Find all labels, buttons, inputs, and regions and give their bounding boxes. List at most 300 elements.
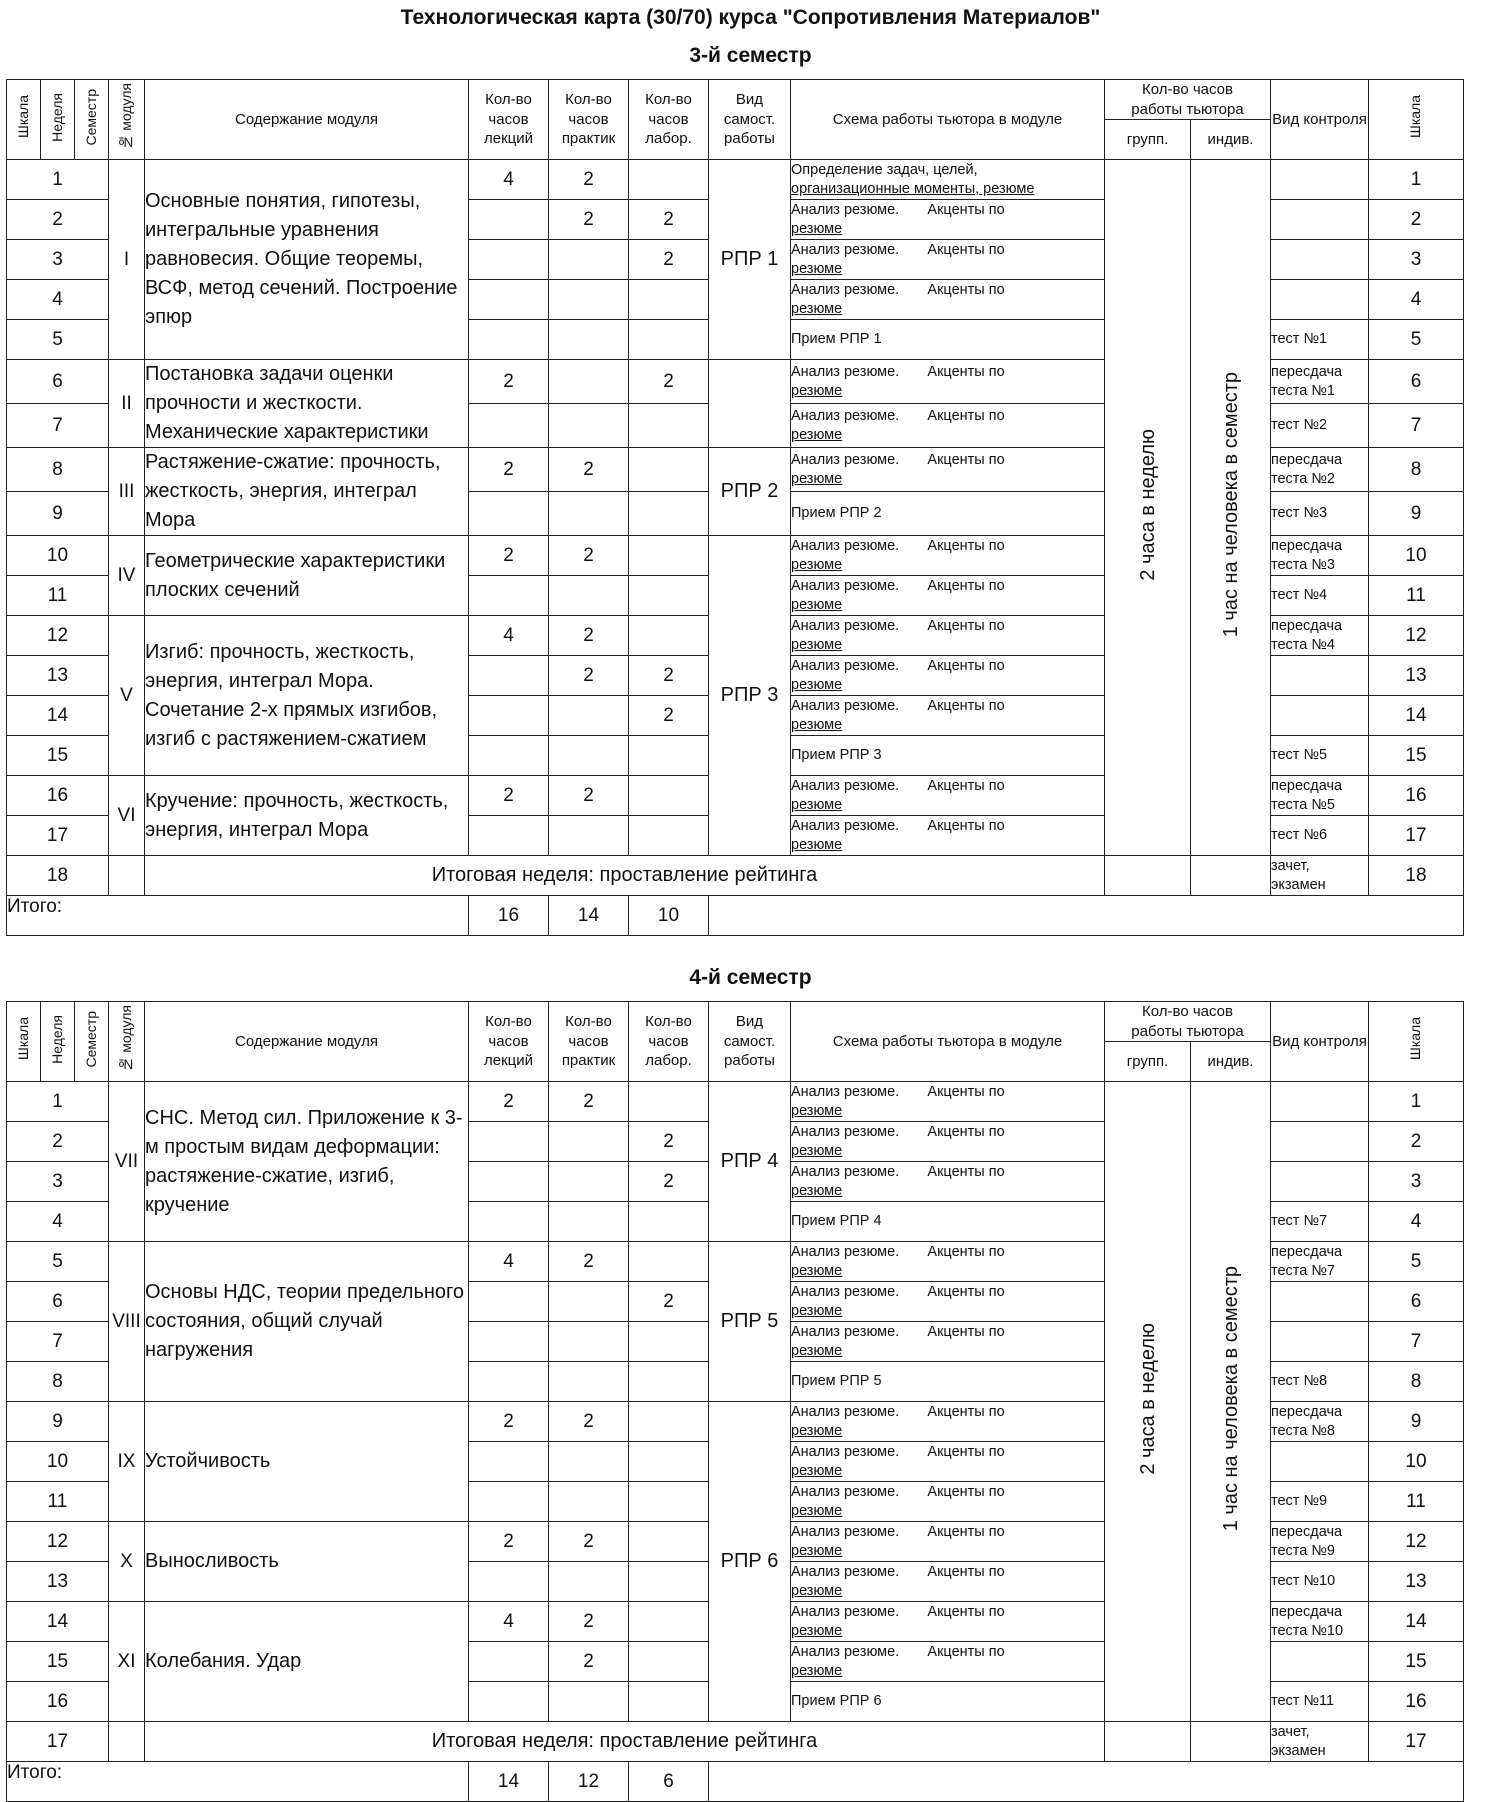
module-number: VIII	[109, 1242, 145, 1402]
control-type	[1271, 160, 1369, 200]
final-group-empty	[1105, 856, 1191, 896]
tutor-scheme	[791, 240, 1105, 280]
lab-hours: 2	[629, 240, 709, 280]
week-number: 1	[7, 1082, 109, 1122]
tutor-scheme	[791, 736, 1105, 776]
tutor-hours-header: Кол-во часов работы тьютора	[1105, 1002, 1271, 1042]
week-number-right: 7	[1369, 404, 1464, 448]
control-header: Вид контроля	[1271, 1002, 1369, 1082]
week-number: 10	[7, 1442, 109, 1482]
control-type	[1271, 1282, 1369, 1322]
tutor-scheme	[791, 320, 1105, 360]
lab-hours	[629, 404, 709, 448]
week-number: 11	[7, 576, 109, 616]
lectures-header: Кол-во часов лекций	[469, 80, 549, 160]
scheme-line-1: Анализ резюме. Акценты по	[791, 201, 1005, 218]
lecture-hours	[469, 404, 549, 448]
scale-header	[7, 80, 41, 160]
week-number: 5	[7, 320, 109, 360]
self-work-rpr: РПР 1	[709, 160, 791, 360]
control-type	[1271, 656, 1369, 696]
tutor-scheme	[791, 404, 1105, 448]
total-labs: 6	[629, 1762, 709, 1802]
practice-hours: 2	[549, 1242, 629, 1282]
practice-hours: 2	[549, 616, 629, 656]
scheme-line-1: Анализ резюме. Акценты по	[791, 1083, 1005, 1100]
week-number-right: 13	[1369, 1562, 1464, 1602]
lecture-hours: 4	[469, 160, 549, 200]
week-number: 15	[7, 1642, 109, 1682]
tutor-group-hours	[1105, 1082, 1191, 1722]
module-no-header	[109, 1002, 145, 1082]
control-type	[1271, 736, 1369, 776]
tutor-scheme	[791, 360, 1105, 404]
week-number-right: 8	[1369, 1362, 1464, 1402]
table-row	[7, 160, 1464, 200]
practice-hours	[549, 1682, 629, 1722]
module-no-label: № модуля	[117, 1005, 134, 1073]
control-type	[1271, 1682, 1369, 1722]
lecture-hours: 4	[469, 1602, 549, 1642]
lecture-hours: 4	[469, 616, 549, 656]
module-number: V	[109, 616, 145, 776]
tutor-scheme	[791, 696, 1105, 736]
module-content: Растяжение-сжатие: прочность, жесткость, энергия, интеграл Мора	[145, 448, 469, 536]
module-content: Устойчивость	[145, 1402, 469, 1522]
control-header: Вид контроля	[1271, 80, 1369, 160]
tutor-scheme	[791, 1242, 1105, 1282]
lecture-hours	[469, 576, 549, 616]
semester-3-title: 3-й семестр	[689, 44, 812, 67]
final-indiv-empty	[1191, 1722, 1271, 1762]
lab-hours: 2	[629, 696, 709, 736]
lecture-hours: 2	[469, 536, 549, 576]
scheme-line-2: резюме	[791, 676, 843, 693]
total-row	[7, 896, 1464, 936]
week-number: 9	[7, 492, 109, 536]
lecture-hours	[469, 656, 549, 696]
final-week-text: Итоговая неделя: проставление рейтинга	[145, 856, 1105, 896]
control-type	[1271, 1482, 1369, 1522]
scheme-line-2: организационные моменты, резюме	[791, 180, 1035, 197]
control-type	[1271, 1322, 1369, 1362]
module-content: Выносливость	[145, 1522, 469, 1602]
lecture-hours	[469, 200, 549, 240]
control-text: тест №9	[1271, 1493, 1328, 1510]
scheme-line-2: резюме	[791, 716, 843, 733]
control-text: тест №1	[1271, 331, 1328, 348]
week-header-label: Неделя	[48, 92, 65, 142]
tutor-scheme	[791, 200, 1105, 240]
control-type	[1271, 1202, 1369, 1242]
tutor-scheme	[791, 1322, 1105, 1362]
week-number: 2	[7, 1122, 109, 1162]
module-number: VI	[109, 776, 145, 856]
tutor-indiv-text: 1 час на человека в семестр	[1219, 372, 1242, 638]
module-number: VII	[109, 1082, 145, 1242]
scheme-line-2: резюме	[791, 300, 843, 317]
week-number: 2	[7, 200, 109, 240]
lab-hours	[629, 1242, 709, 1282]
scheme-line-1: Анализ резюме. Акценты по	[791, 577, 1005, 594]
scheme-header: Схема работы тьютора в модуле	[791, 80, 1105, 160]
module-content: Геометрические характеристики плоских сечений	[145, 536, 469, 616]
document-title: Технологическая карта (30/70) курса "Сопротивления Материалов"	[400, 6, 1101, 29]
scheme-line-2: резюме	[791, 382, 843, 399]
lecture-hours	[469, 1282, 549, 1322]
scheme-line-2: резюме	[791, 1462, 843, 1479]
control-type	[1271, 360, 1369, 404]
week-number: 14	[7, 1602, 109, 1642]
scheme-line-1: Анализ резюме. Акценты по	[791, 1163, 1005, 1180]
tutor-indiv-hours	[1191, 160, 1271, 856]
scheme-line-1: Определение задач, целей,	[791, 161, 978, 178]
week-number-right: 15	[1369, 1642, 1464, 1682]
practice-hours: 2	[549, 1082, 629, 1122]
tutor-group-text: 2 часа в неделю	[1136, 1323, 1159, 1475]
final-control-text: зачет, экзамен	[1271, 857, 1326, 893]
scheme-line-2: резюме	[791, 470, 843, 487]
scheme-line-1: Анализ резюме. Акценты по	[791, 281, 1005, 298]
content-header: Содержание модуля	[145, 80, 469, 160]
tutor-scheme	[791, 1362, 1105, 1402]
tutor-scheme	[791, 656, 1105, 696]
control-text: пересдача теста №10	[1271, 1603, 1344, 1639]
lab-hours	[629, 280, 709, 320]
practice-hours	[549, 280, 629, 320]
semester-table	[6, 79, 1464, 936]
control-type	[1271, 536, 1369, 576]
lab-hours	[629, 492, 709, 536]
self-work-rpr: РПР 5	[709, 1242, 791, 1402]
tutor-scheme	[791, 1682, 1105, 1722]
lectures-header: Кол-во часов лекций	[469, 1002, 549, 1082]
week-number: 10	[7, 536, 109, 576]
week-number: 8	[7, 448, 109, 492]
lecture-hours: 2	[469, 448, 549, 492]
control-type	[1271, 1562, 1369, 1602]
week-number-right: 2	[1369, 200, 1464, 240]
lab-hours	[629, 1442, 709, 1482]
tutor-scheme	[791, 1402, 1105, 1442]
scheme-line-2: резюме	[791, 1582, 843, 1599]
practice-hours	[549, 576, 629, 616]
scheme-line-1: Прием РПР 3	[791, 747, 882, 764]
practice-hours	[549, 320, 629, 360]
week-number: 15	[7, 736, 109, 776]
self-work-header: Вид самост. работы	[709, 80, 791, 160]
control-text: пересдача теста №7	[1271, 1243, 1343, 1279]
total-label: Итого:	[7, 1762, 469, 1802]
scheme-line-1: Прием РПР 5	[791, 1373, 882, 1390]
scale-header-label: Шкала	[14, 95, 31, 139]
scheme-line-2: резюме	[791, 1182, 843, 1199]
week-number: 1	[7, 160, 109, 200]
tutor-scheme	[791, 1642, 1105, 1682]
tutor-hours-header: Кол-во часов работы тьютора	[1105, 80, 1271, 120]
scheme-line-2: резюме	[791, 1102, 843, 1119]
module-content: СНС. Метод сил. Приложение к 3-м простым видам деформации: растяжение-сжатие, изгиб, кручение	[145, 1082, 469, 1242]
scheme-line-2: резюме	[791, 796, 843, 813]
lecture-hours	[469, 1362, 549, 1402]
lab-hours	[629, 536, 709, 576]
control-type	[1271, 1442, 1369, 1482]
week-number: 16	[7, 1682, 109, 1722]
week-number-right: 9	[1369, 492, 1464, 536]
lecture-hours	[469, 1562, 549, 1602]
week-number-right: 14	[1369, 1602, 1464, 1642]
tutor-scheme	[791, 1602, 1105, 1642]
scheme-line-1: Анализ резюме. Акценты по	[791, 241, 1005, 258]
total-empty	[709, 896, 1464, 936]
table-row	[7, 1082, 1464, 1122]
scheme-line-1: Анализ резюме. Акценты по	[791, 537, 1005, 554]
week-number-right: 8	[1369, 448, 1464, 492]
practice-hours	[549, 696, 629, 736]
week-number: 12	[7, 1522, 109, 1562]
week-number: 3	[7, 240, 109, 280]
practice-hours	[549, 360, 629, 404]
semester-table	[6, 1001, 1464, 1802]
labs-header: Кол-во часов лабор.	[629, 80, 709, 160]
week-number-right: 5	[1369, 320, 1464, 360]
lab-hours	[629, 1642, 709, 1682]
week-header	[41, 80, 75, 160]
control-type	[1271, 1082, 1369, 1122]
scheme-line-1: Анализ резюме. Акценты по	[791, 617, 1005, 634]
week-number-right: 16	[1369, 776, 1464, 816]
final-week-number: 17	[7, 1722, 109, 1762]
practice-hours	[549, 1202, 629, 1242]
control-text: пересдача теста №2	[1271, 451, 1343, 487]
tutor-scheme	[791, 1082, 1105, 1122]
control-text: тест №5	[1271, 747, 1328, 764]
week-header-label: Неделя	[48, 1014, 65, 1064]
final-group-empty	[1105, 1722, 1191, 1762]
practice-hours	[549, 240, 629, 280]
module-content: Изгиб: прочность, жесткость, энергия, интеграл Мора. Сочетание 2-х прямых изгибов, изгиб с растяжением-сжатием	[145, 616, 469, 776]
lecture-hours: 2	[469, 1522, 549, 1562]
week-number: 8	[7, 1362, 109, 1402]
practice-hours: 2	[549, 448, 629, 492]
week-number: 5	[7, 1242, 109, 1282]
total-practice: 12	[549, 1762, 629, 1802]
group-header: групп.	[1105, 120, 1191, 160]
lecture-hours	[469, 1122, 549, 1162]
control-type	[1271, 576, 1369, 616]
scheme-line-1: Анализ резюме. Акценты по	[791, 817, 1005, 834]
lecture-hours	[469, 736, 549, 776]
control-text: пересдача теста №4	[1271, 617, 1343, 653]
total-lectures: 14	[469, 1762, 549, 1802]
module-content: Основы НДС, теории предельного состояния, общий случай нагружения	[145, 1242, 469, 1402]
control-text: пересдача теста №3	[1271, 537, 1343, 573]
control-text: тест №2	[1271, 417, 1328, 434]
module-number: IX	[109, 1402, 145, 1522]
scheme-header: Схема работы тьютора в модуле	[791, 1002, 1105, 1082]
tutor-group-text: 2 часа в неделю	[1136, 429, 1159, 581]
final-week-number: 18	[7, 856, 109, 896]
control-type	[1271, 1602, 1369, 1642]
control-type	[1271, 1362, 1369, 1402]
scale-header	[7, 1002, 41, 1082]
tutor-indiv-text: 1 час на человека в семестр	[1219, 1266, 1242, 1532]
week-number-right: 4	[1369, 1202, 1464, 1242]
tutor-scheme	[791, 1482, 1105, 1522]
scheme-line-2: резюме	[791, 556, 843, 573]
week-number: 7	[7, 1322, 109, 1362]
final-week-number-right: 18	[1369, 856, 1464, 896]
control-type	[1271, 696, 1369, 736]
content-header: Содержание модуля	[145, 1002, 469, 1082]
control-text: пересдача теста №9	[1271, 1523, 1343, 1559]
week-number-right: 2	[1369, 1122, 1464, 1162]
module-number: I	[109, 160, 145, 360]
control-text: пересдача теста №8	[1271, 1403, 1343, 1439]
scheme-line-2: резюме	[791, 260, 843, 277]
lab-hours: 2	[629, 1162, 709, 1202]
lab-hours	[629, 448, 709, 492]
lab-hours	[629, 320, 709, 360]
self-work-rpr: РПР 2	[709, 448, 791, 536]
final-week-row	[7, 1722, 1464, 1762]
control-type	[1271, 1242, 1369, 1282]
practice-hours: 2	[549, 200, 629, 240]
lab-hours	[629, 1402, 709, 1442]
practice-hours	[549, 816, 629, 856]
week-number-right: 13	[1369, 656, 1464, 696]
scheme-line-2: резюме	[791, 596, 843, 613]
week-number-right: 4	[1369, 280, 1464, 320]
control-type	[1271, 1642, 1369, 1682]
scheme-line-1: Анализ резюме. Акценты по	[791, 1243, 1005, 1260]
scheme-line-2: резюме	[791, 426, 843, 443]
module-content: Постановка задачи оценки прочности и жесткости. Механические характеристики	[145, 360, 469, 448]
week-number: 4	[7, 280, 109, 320]
week-number-right: 11	[1369, 1482, 1464, 1522]
practice-hours	[549, 736, 629, 776]
scheme-line-1: Прием РПР 2	[791, 505, 882, 522]
scale-header-right-label: Шкала	[1407, 95, 1424, 139]
lab-hours	[629, 816, 709, 856]
lecture-hours	[469, 320, 549, 360]
week-number: 6	[7, 1282, 109, 1322]
lab-hours: 2	[629, 656, 709, 696]
control-text: тест №7	[1271, 1213, 1328, 1230]
final-week-number-right: 17	[1369, 1722, 1464, 1762]
practice-hours	[549, 1482, 629, 1522]
control-text: тест №3	[1271, 505, 1328, 522]
control-text: пересдача теста №1	[1271, 363, 1343, 399]
total-practice: 14	[549, 896, 629, 936]
total-lectures: 16	[469, 896, 549, 936]
control-text: тест №6	[1271, 827, 1328, 844]
tutor-scheme	[791, 448, 1105, 492]
tutor-scheme	[791, 1522, 1105, 1562]
control-text: тест №8	[1271, 1373, 1328, 1390]
final-control	[1271, 1722, 1369, 1762]
week-number-right: 7	[1369, 1322, 1464, 1362]
lab-hours	[629, 1362, 709, 1402]
lecture-hours	[469, 1442, 549, 1482]
self-work-header: Вид самост. работы	[709, 1002, 791, 1082]
tutor-scheme	[791, 1202, 1105, 1242]
tutor-scheme	[791, 616, 1105, 656]
week-number: 7	[7, 404, 109, 448]
tutor-scheme	[791, 492, 1105, 536]
week-number-right: 3	[1369, 240, 1464, 280]
practice-hours: 2	[549, 536, 629, 576]
week-number: 9	[7, 1402, 109, 1442]
practice-hours: 2	[549, 656, 629, 696]
module-content: Основные понятия, гипотезы, интегральные уравнения равновесия. Общие теоремы, ВСФ, метод сечений. Построение эпюр	[145, 160, 469, 360]
module-number: XI	[109, 1602, 145, 1722]
scheme-line-1: Анализ резюме. Акценты по	[791, 1483, 1005, 1500]
tutor-scheme	[791, 1562, 1105, 1602]
lab-hours	[629, 1682, 709, 1722]
lab-hours	[629, 576, 709, 616]
tutor-group-hours	[1105, 160, 1191, 856]
scheme-line-1: Прием РПР 4	[791, 1213, 882, 1230]
control-text: пересдача теста №5	[1271, 777, 1343, 813]
scheme-line-1: Анализ резюме. Акценты по	[791, 1443, 1005, 1460]
self-work-rpr: РПР 3	[709, 536, 791, 856]
module-number: III	[109, 448, 145, 536]
tutor-scheme	[791, 1122, 1105, 1162]
control-type	[1271, 404, 1369, 448]
lab-hours: 2	[629, 1282, 709, 1322]
scheme-line-1: Анализ резюме. Акценты по	[791, 1563, 1005, 1580]
practice-hours	[549, 1322, 629, 1362]
scheme-line-1: Анализ резюме. Акценты по	[791, 1603, 1005, 1620]
week-number-right: 1	[1369, 1082, 1464, 1122]
scheme-line-1: Анализ резюме. Акценты по	[791, 407, 1005, 424]
scale-header-right	[1369, 1002, 1464, 1082]
control-type	[1271, 616, 1369, 656]
tutor-scheme	[791, 160, 1105, 200]
group-header: групп.	[1105, 1042, 1191, 1082]
week-number: 6	[7, 360, 109, 404]
module-no-header	[109, 80, 145, 160]
scheme-line-1: Прием РПР 6	[791, 1693, 882, 1710]
tutor-indiv-hours	[1191, 1082, 1271, 1722]
tutor-scheme	[791, 1442, 1105, 1482]
control-text: тест №11	[1271, 1693, 1335, 1710]
scheme-line-1: Анализ резюме. Акценты по	[791, 1643, 1005, 1660]
control-text: тест №4	[1271, 587, 1328, 604]
lab-hours	[629, 1322, 709, 1362]
week-number: 16	[7, 776, 109, 816]
week-number: 4	[7, 1202, 109, 1242]
scheme-line-2: резюме	[791, 636, 843, 653]
scheme-line-2: резюме	[791, 1422, 843, 1439]
practice-hours	[549, 404, 629, 448]
lecture-hours	[469, 696, 549, 736]
week-number-right: 6	[1369, 1282, 1464, 1322]
practice-hours: 2	[549, 1642, 629, 1682]
practice-hours: 2	[549, 160, 629, 200]
scheme-line-1: Прием РПР 1	[791, 331, 882, 348]
week-number-right: 17	[1369, 816, 1464, 856]
indiv-header: индив.	[1191, 1042, 1271, 1082]
scheme-line-1: Анализ резюме. Акценты по	[791, 657, 1005, 674]
practice-hours	[549, 1562, 629, 1602]
tutor-scheme	[791, 536, 1105, 576]
practice-hours: 2	[549, 776, 629, 816]
indiv-header: индив.	[1191, 120, 1271, 160]
lecture-hours	[469, 240, 549, 280]
control-type	[1271, 1402, 1369, 1442]
